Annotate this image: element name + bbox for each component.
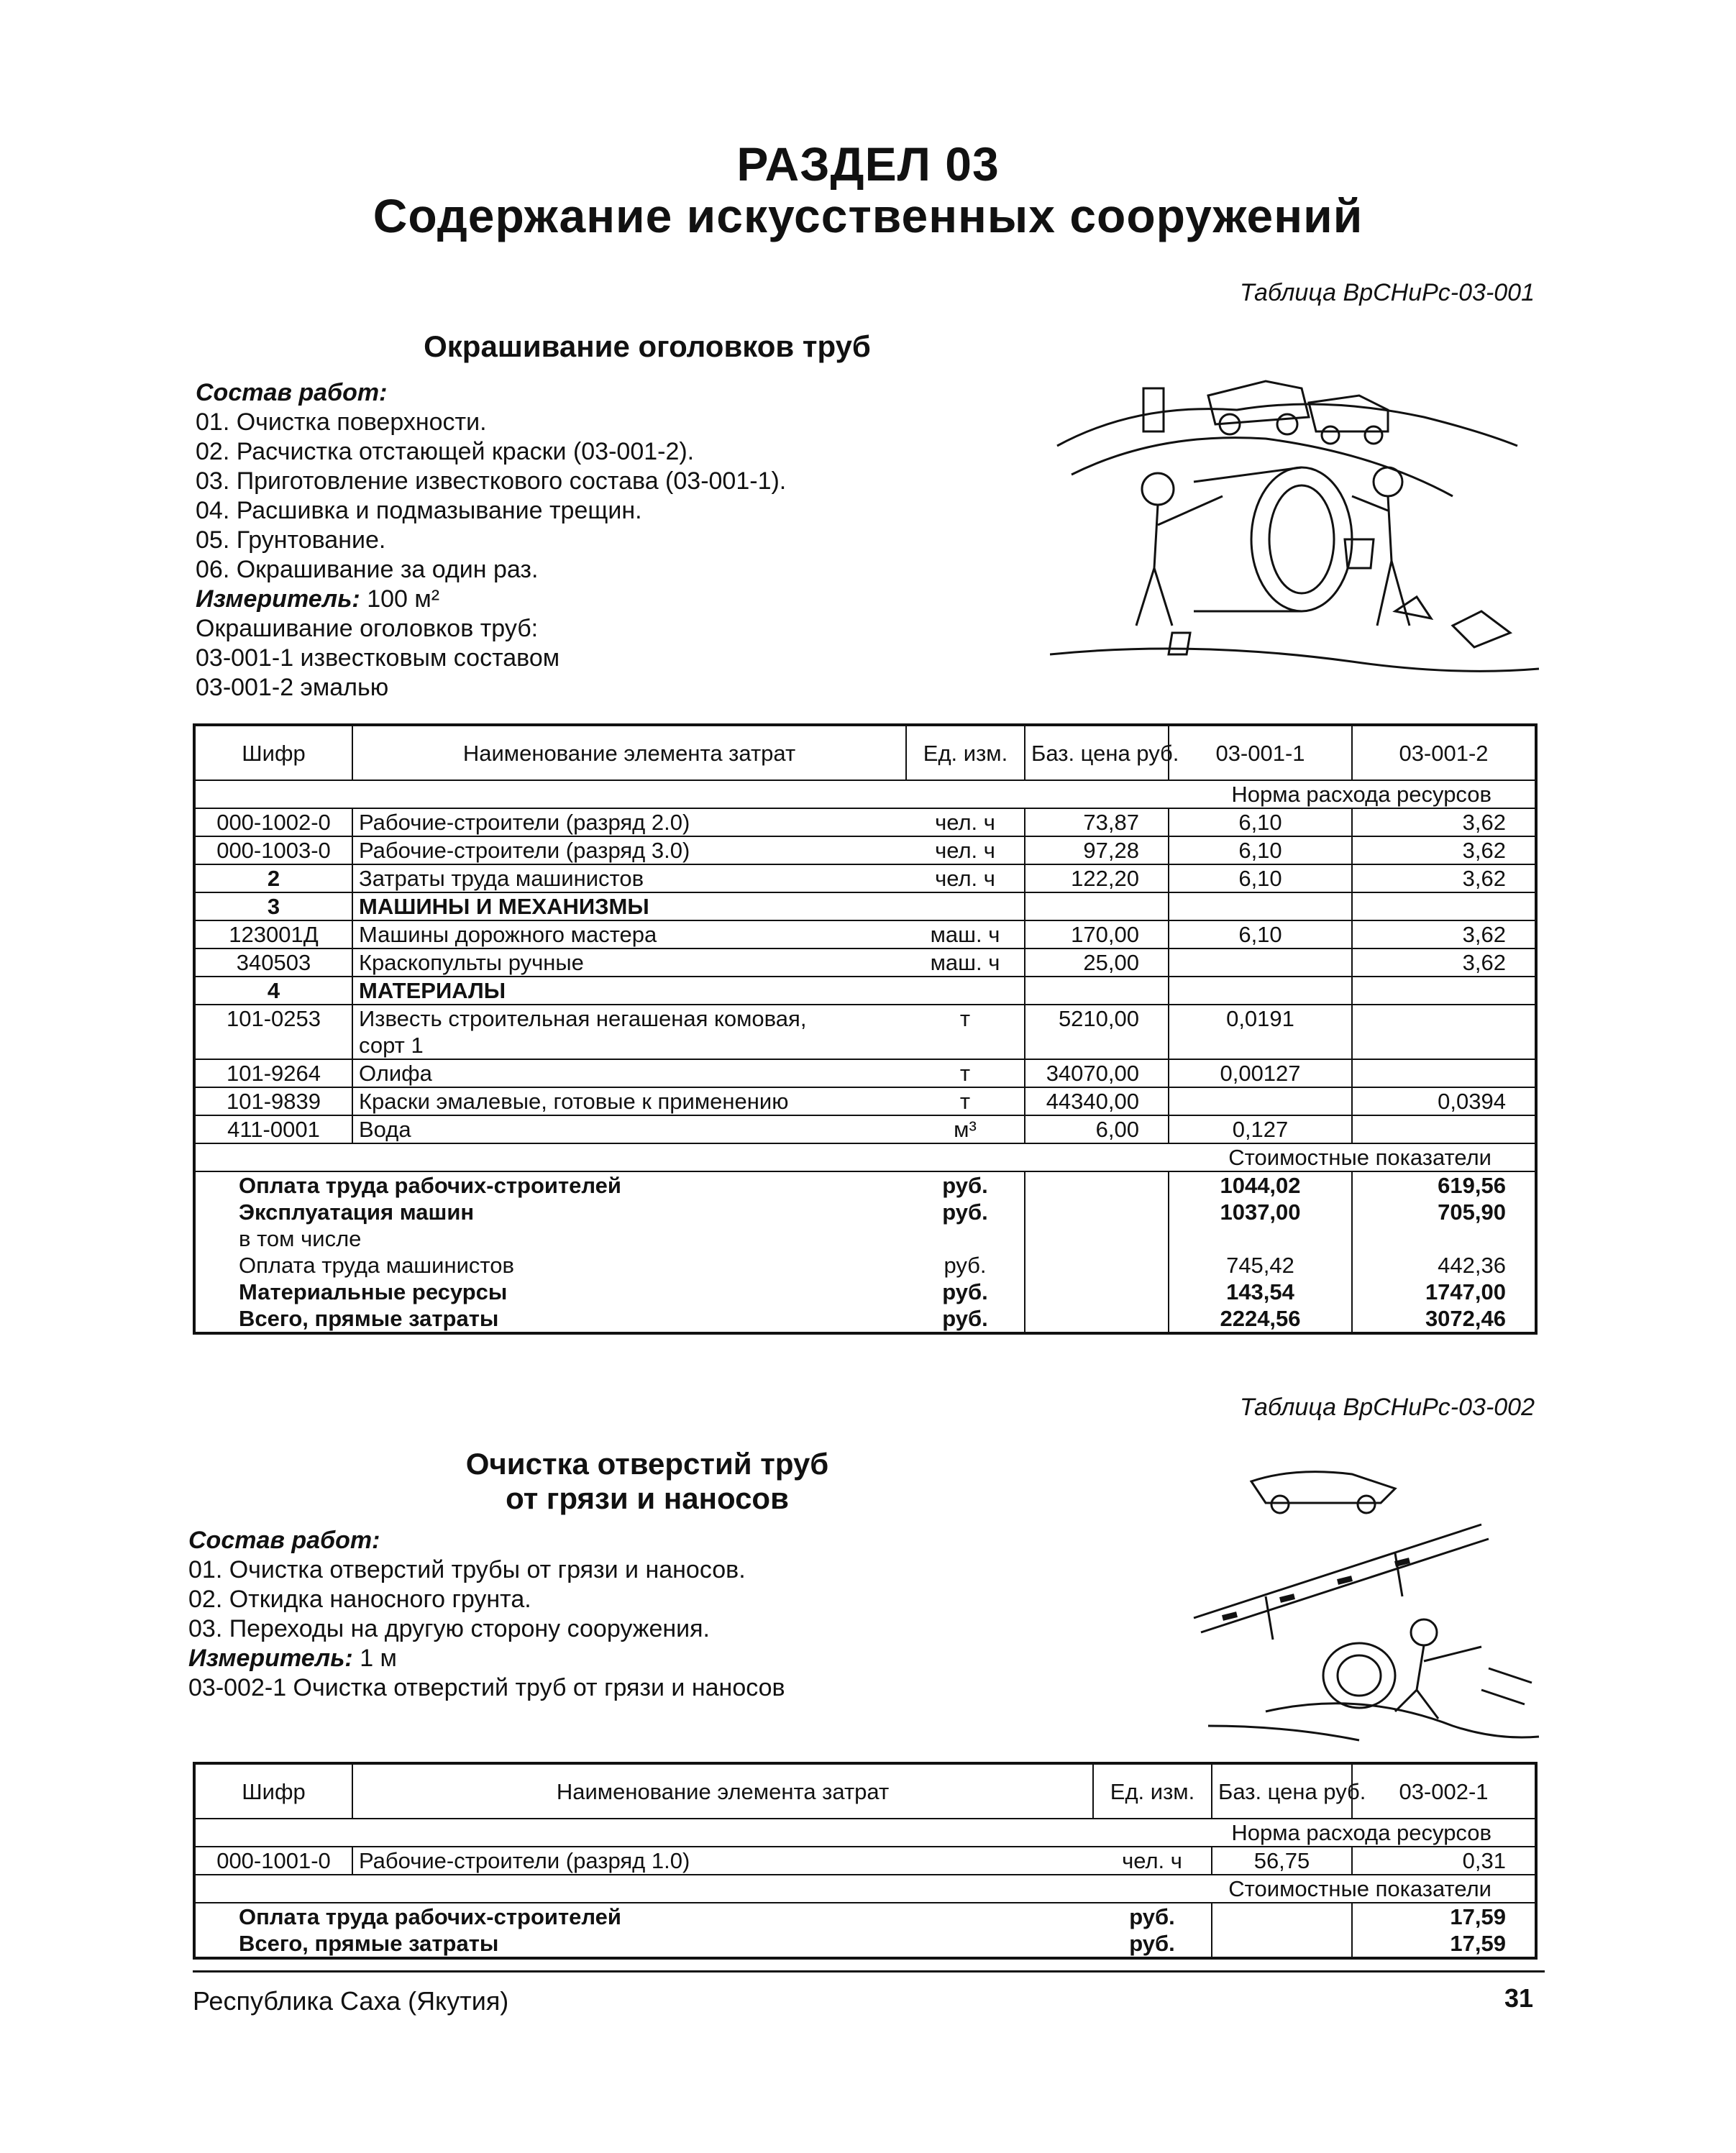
composition-label: Состав работ: [188, 1527, 380, 1554]
cost-name: Эксплуатация машин [239, 1199, 475, 1225]
step: 06. Окрашивание за один раз. [196, 556, 539, 583]
cost-value-2 [1352, 1225, 1536, 1252]
table-row [194, 836, 1536, 864]
cell-price: 170,00 [1025, 920, 1169, 948]
table-row [194, 1032, 1536, 1059]
col-header-price: Баз. цена руб. [1212, 1763, 1352, 1819]
col-header-03-001-1: 03-001-1 [1169, 725, 1352, 780]
cell-unit: т [906, 1059, 1025, 1087]
cost-unit: руб. [944, 1253, 987, 1278]
cost-band-row [194, 1875, 1536, 1903]
col-header-name: Наименование элемента затрат [352, 725, 906, 780]
table-row [194, 1087, 1536, 1115]
table2 [193, 1762, 1538, 1960]
table2-intro [188, 1526, 979, 1703]
cell-unit: чел. ч [1093, 1847, 1212, 1875]
table-row [194, 892, 1536, 920]
cost-value-2: 3072,46 [1352, 1305, 1536, 1333]
cost-value-2: 705,90 [1352, 1199, 1536, 1225]
cost-name: Материальные ресурсы [239, 1279, 508, 1304]
cell-price: 5210,00 [1025, 1005, 1169, 1032]
cell-unit: маш. ч [906, 920, 1025, 948]
cell-value-1 [1169, 1087, 1352, 1115]
cell-value-2: 3,62 [1352, 808, 1536, 836]
step: 02. Расчистка отстающей краски (03-001-2). [196, 438, 695, 465]
cost-unit: руб. [942, 1199, 988, 1225]
cell-code: 101-0253 [226, 1006, 321, 1031]
table1-ref: Таблица ВрСНиРс-03-001 [1239, 279, 1535, 306]
table-row [194, 920, 1536, 948]
cell-price [1025, 977, 1169, 1005]
cost-row [194, 1279, 1536, 1305]
cell-value-2: 3,62 [1352, 948, 1536, 977]
table1-header-row [194, 725, 1536, 780]
col-header-price: Баз. цена руб. [1025, 725, 1169, 780]
cell-value-1: 0,31 [1352, 1847, 1536, 1875]
table1-cost-rows [194, 1171, 1536, 1333]
cost-value-1: 1044,02 [1169, 1171, 1352, 1199]
cell-unit: м³ [954, 1117, 977, 1142]
footer-region: Республика Саха (Якутия) [193, 1986, 509, 2016]
cell-value-1: 0,127 [1169, 1115, 1352, 1143]
cost-name: в том числе [239, 1226, 362, 1251]
cost-name: Всего, прямые затраты [239, 1306, 499, 1331]
page-number: 31 [1504, 1983, 1533, 2013]
cell-value-2: 3,62 [1352, 864, 1536, 892]
section-title: Содержание искусственных сооружений [373, 189, 1363, 242]
cost-row [194, 1199, 1536, 1225]
cell-value-1: 0,0191 [1169, 1005, 1352, 1032]
cell-value-2 [1352, 1059, 1536, 1087]
step: 05. Грунтование. [196, 526, 386, 554]
cell-code: 411-0001 [227, 1117, 320, 1142]
table1-intro [196, 378, 915, 703]
cell-value-1: 6,10 [1169, 920, 1352, 948]
cell-code: 3 [194, 892, 352, 920]
norm-band: Норма расхода ресурсов [194, 1819, 1536, 1847]
cell-value-2 [1352, 1115, 1536, 1143]
meter-label: Измеритель: [196, 585, 360, 613]
cost-unit: руб. [942, 1306, 988, 1331]
cell-name: Краскопульты ручные [352, 948, 906, 977]
cell-value-2 [1352, 1032, 1536, 1059]
cell-name: МАТЕРИАЛЫ [352, 977, 906, 1005]
col-header-03-002-1: 03-002-1 [1352, 1763, 1536, 1819]
cost-unit [906, 1225, 1025, 1252]
cell-price: 34070,00 [1025, 1059, 1169, 1087]
step: 03. Приготовление известкового состава (03-001-1). [196, 467, 787, 495]
cost-row [194, 1252, 1536, 1279]
cell-unit: чел. ч [906, 864, 1025, 892]
cell-unit: чел. ч [906, 808, 1025, 836]
table-row [194, 1059, 1536, 1087]
cost-row [194, 1930, 1536, 1958]
cell-unit: маш. ч [906, 948, 1025, 977]
cell-unit: т [959, 1006, 971, 1031]
cost-row [194, 1171, 1536, 1199]
cost-row [194, 1225, 1536, 1252]
table-row [194, 977, 1536, 1005]
cell-value-2: 0,0394 [1352, 1087, 1536, 1115]
table-row [194, 1115, 1536, 1143]
cell-price: 6,00 [1025, 1115, 1169, 1143]
pipe-cleaning-illustration [1179, 1453, 1546, 1755]
cell-value-1 [1169, 892, 1352, 920]
cell-code: 101-9264 [194, 1059, 352, 1087]
col-header-unit: Ед. изм. [1093, 1763, 1212, 1819]
cost-value-2: 1747,00 [1352, 1279, 1536, 1305]
cell-name: Рабочие-строители (разряд 1.0) [352, 1847, 1093, 1875]
cell-code: 340503 [194, 948, 352, 977]
cost-name: Оплата труда машинистов [239, 1253, 514, 1278]
table-row [194, 1005, 1536, 1032]
variant: 03-001-1 известковым составом [196, 644, 560, 672]
cell-value-2 [1352, 892, 1536, 920]
variant: 03-001-2 эмалью [196, 674, 389, 701]
cell-value-2: 3,62 [1352, 836, 1536, 864]
cell-value-2 [1352, 977, 1536, 1005]
cell-value-1: 6,10 [1169, 836, 1352, 864]
table1 [193, 723, 1538, 1335]
cell-value-1: 6,10 [1169, 864, 1352, 892]
cell-price: 44340,00 [1025, 1087, 1169, 1115]
cell-code [194, 1032, 352, 1059]
cell-code: 000-1002-0 [194, 808, 352, 836]
step: 03. Переходы на другую сторону сооружения. [188, 1615, 711, 1642]
pipe-painting-illustration [1050, 352, 1553, 690]
cost-unit: руб. [942, 1173, 988, 1198]
cost-value-1: 143,54 [1169, 1279, 1352, 1305]
cell-code: 000-1001-0 [194, 1847, 352, 1875]
step: 01. Очистка поверхности. [196, 408, 487, 436]
section-number: РАЗДЕЛ 03 [736, 137, 1000, 191]
cell-name: Рабочие-строители (разряд 3.0) [352, 836, 906, 864]
cell-value-1 [1169, 948, 1352, 977]
cell-price: 97,28 [1025, 836, 1169, 864]
cell-name: Вода [352, 1115, 906, 1143]
cell-value-1 [1169, 977, 1352, 1005]
cell-value-1: 6,10 [1169, 808, 1352, 836]
cost-value-1: 1037,00 [1169, 1199, 1352, 1225]
table-row [194, 864, 1536, 892]
cell-value-1 [1169, 1032, 1352, 1059]
footer-rule [193, 1970, 1545, 1973]
col-header-03-001-2: 03-001-2 [1352, 725, 1536, 780]
col-header-code: Шифр [194, 1763, 352, 1819]
table2-header-row [194, 1763, 1536, 1819]
cost-value-2: 619,56 [1352, 1171, 1536, 1199]
cell-code: 101-9839 [194, 1087, 352, 1115]
table-row [194, 808, 1536, 836]
table1-title: Окрашивание оголовков труб [424, 329, 871, 363]
cost-value-1 [1169, 1225, 1352, 1252]
step: 01. Очистка отверстий трубы от грязи и наносов. [188, 1556, 746, 1583]
cost-unit: руб. [1129, 1904, 1175, 1929]
cost-value: 17,59 [1352, 1903, 1536, 1930]
cell-name: Машины дорожного мастера [352, 920, 906, 948]
cell-unit [906, 977, 1025, 1005]
cost-band: Стоимостные показатели [194, 1875, 1536, 1903]
cost-name: Оплата труда рабочих-строителей [239, 1173, 621, 1198]
cost-row [194, 1305, 1536, 1333]
cell-value-2 [1352, 1005, 1536, 1032]
cell-code: 000-1003-0 [194, 836, 352, 864]
table2-title-line1: Очистка отверстий труб [465, 1447, 829, 1481]
table2-title-line2: от грязи и наносов [506, 1481, 789, 1515]
norm-band-row [194, 1819, 1536, 1847]
composition-label: Состав работ: [196, 379, 388, 406]
step: 02. Откидка наносного грунта. [188, 1586, 531, 1613]
table1-desc: Окрашивание оголовков труб: [196, 615, 539, 642]
norm-band-row [194, 780, 1536, 808]
cost-band: Стоимостные показатели [194, 1143, 1536, 1171]
col-header-unit: Ед. изм. [906, 725, 1025, 780]
variant: 03-002-1 Очистка отверстий труб от грязи и наносов [188, 1674, 785, 1701]
cost-row [194, 1903, 1536, 1930]
cell-price: 25,00 [1025, 948, 1169, 977]
cell-value-2: 3,62 [1352, 920, 1536, 948]
cell-price: 56,75 [1212, 1847, 1352, 1875]
cost-band-row [194, 1143, 1536, 1171]
meter-value: 1 м [360, 1645, 397, 1672]
cell-price [1025, 892, 1169, 920]
step: 04. Расшивка и подмазывание трещин. [196, 497, 642, 524]
cost-unit: руб. [942, 1279, 988, 1304]
norm-band: Норма расхода ресурсов [194, 780, 1536, 808]
cell-unit: т [906, 1087, 1025, 1115]
cell-value-1: 0,00127 [1169, 1059, 1352, 1087]
table1-resource-rows [194, 808, 1536, 1143]
col-header-name: Наименование элемента затрат [352, 1763, 1093, 1819]
cell-code: 123001Д [194, 920, 352, 948]
cost-name: Оплата труда рабочих-строителей [239, 1904, 621, 1929]
cell-name: МАШИНЫ И МЕХАНИЗМЫ [352, 892, 906, 920]
meter-label: Измеритель: [188, 1645, 353, 1672]
cell-price [1025, 1032, 1169, 1059]
cell-unit: чел. ч [906, 836, 1025, 864]
cost-value-1: 2224,56 [1169, 1305, 1352, 1333]
cost-name: Всего, прямые затраты [239, 1931, 499, 1956]
col-header-code: Шифр [194, 725, 352, 780]
cell-unit [906, 892, 1025, 920]
table-row [194, 1847, 1536, 1875]
table-row [194, 948, 1536, 977]
cost-unit: руб. [1129, 1931, 1175, 1956]
cell-price: 122,20 [1025, 864, 1169, 892]
cell-name: Рабочие-строители (разряд 2.0) [352, 808, 906, 836]
cost-value-1: 745,42 [1169, 1252, 1352, 1279]
cell-price: 73,87 [1025, 808, 1169, 836]
cell-name: сорт 1 [352, 1032, 906, 1059]
cost-value-2: 442,36 [1352, 1252, 1536, 1279]
cell-name: Олифа [352, 1059, 906, 1087]
cell-name: Краски эмалевые, готовые к применению [352, 1087, 906, 1115]
meter-value: 100 м² [367, 585, 440, 613]
cost-value: 17,59 [1352, 1930, 1536, 1958]
cell-unit [906, 1032, 1025, 1059]
cell-name: Затраты труда машинистов [352, 864, 906, 892]
cell-name: Известь строительная негашеная комовая, [352, 1005, 906, 1032]
cell-code: 4 [194, 977, 352, 1005]
table2-ref: Таблица ВрСНиРс-03-002 [1239, 1394, 1535, 1421]
cell-code: 2 [194, 864, 352, 892]
